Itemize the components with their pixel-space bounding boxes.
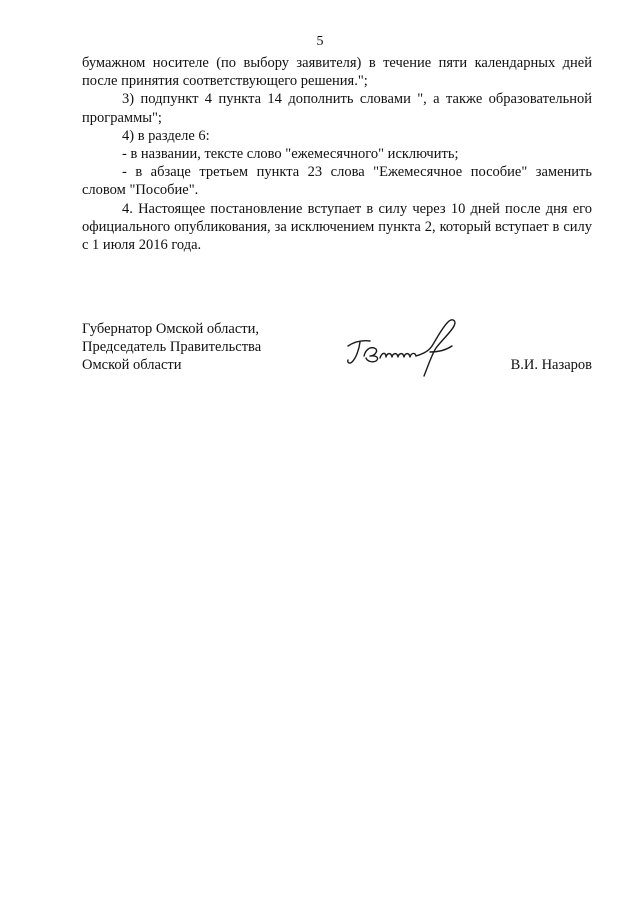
signer-title-line: Омской области [82,357,182,374]
paragraph: 4) в разделе 6: [122,127,210,144]
page-number: 5 [316,34,324,49]
signature-block [82,320,592,390]
signer-name: В.И. Назаров [510,357,592,373]
paragraph: - в названии, тексте слово "ежемесячного" исключить; [122,146,459,163]
signer-title-line: Председатель Правительства [82,339,262,356]
paragraph: бумажном носителе (по выбору заявителя) в течение пяти календарных дней после принятия соответствующего решения."; [82,55,592,90]
paragraph: 4. Настоящее постановление вступает в силу через 10 дней после дня его официального опубликования, за исключением пункта 2, который вступает в силу с 1 июля 2016 года. [82,200,592,254]
signer-title [82,320,261,375]
paragraph: 3) подпункт 4 пункта 14 дополнить словами ", а также образовательной программы"; [82,91,592,126]
handwritten-signature [342,312,472,384]
document-body [82,54,592,254]
paragraph: - в абзаце третьем пункта 23 слова "Ежемесячное пособие" заменить словом "Пособие". [82,164,592,199]
signer-title-line: Губернатор Омской области, [82,321,259,337]
